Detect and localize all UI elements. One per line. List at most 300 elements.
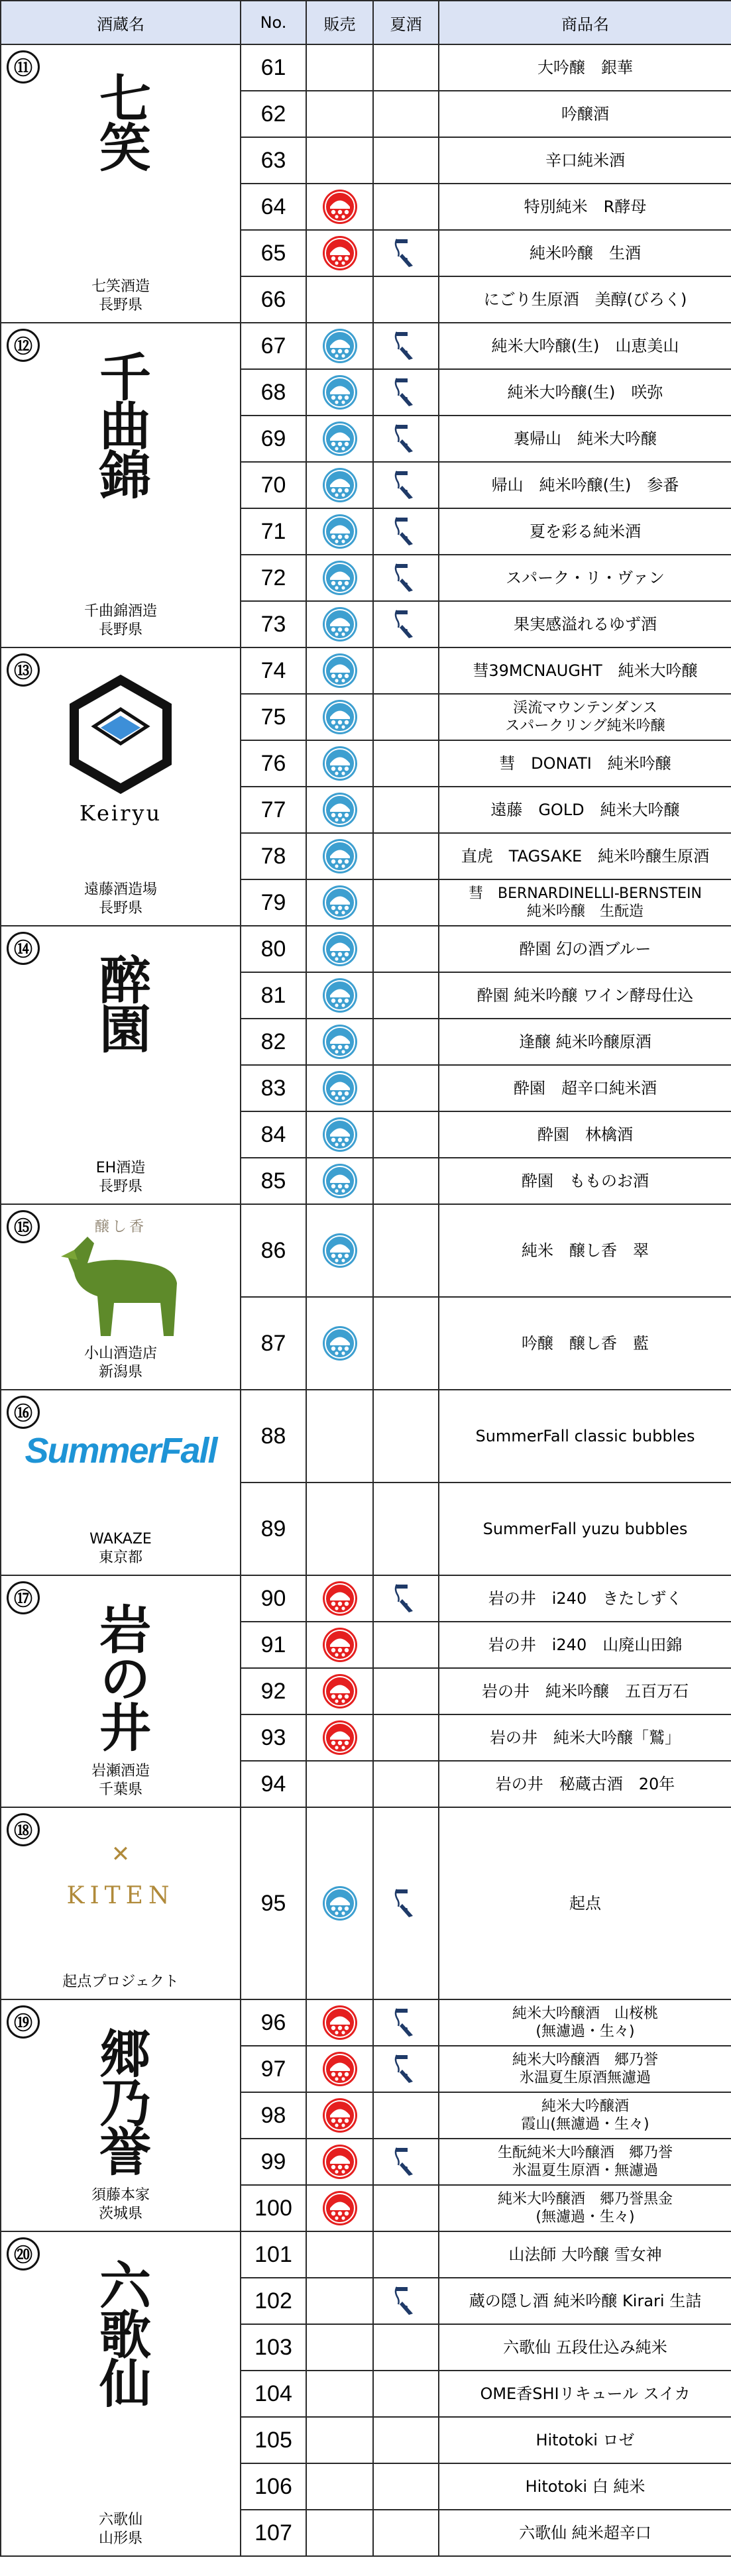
sales-badge-blue-icon <box>322 838 358 874</box>
item-number: 96 <box>241 1999 306 2046</box>
summer-cell <box>373 1668 439 1714</box>
sales-cell <box>306 1807 373 1999</box>
product-name: 彗 BERNARDINELLI-BERNSTEIN 純米吟醸 生酛造 <box>439 879 731 926</box>
brewery-number-badge: ⑮ <box>7 1210 40 1243</box>
item-number: 78 <box>241 833 306 879</box>
sales-cell <box>306 1483 373 1575</box>
wind-chime-icon <box>393 561 420 594</box>
sales-badge-red-icon <box>322 2051 358 2087</box>
item-number: 101 <box>241 2231 306 2278</box>
sales-cell <box>306 740 373 787</box>
sales-cell <box>306 601 373 647</box>
summer-cell <box>373 184 439 230</box>
sales-cell <box>306 972 373 1019</box>
item-number: 91 <box>241 1622 306 1668</box>
summer-cell <box>373 2139 439 2185</box>
summer-cell <box>373 2417 439 2463</box>
brewery-name: 起点プロジェクト <box>62 1974 179 1991</box>
sales-cell <box>306 1111 373 1158</box>
summer-cell <box>373 787 439 833</box>
sales-cell <box>306 2278 373 2324</box>
brewery-name-block <box>1 881 240 919</box>
sales-badge-red-icon <box>322 2144 358 2180</box>
sales-cell <box>306 462 373 508</box>
sales-badge-blue-icon <box>322 699 358 735</box>
sales-cell <box>306 508 373 555</box>
sales-cell <box>306 787 373 833</box>
sales-cell <box>306 1622 373 1668</box>
header-product: 商品名 <box>439 1 731 44</box>
sales-badge-blue-icon <box>322 978 358 1013</box>
product-name: 岩の井 秘蔵古酒 20年 <box>439 1761 731 1807</box>
sales-cell <box>306 2185 373 2231</box>
table-row <box>1 1999 731 2046</box>
sales-cell <box>306 2139 373 2185</box>
sales-badge-blue-icon <box>322 514 358 549</box>
summer-cell <box>373 2231 439 2278</box>
brewery-logo-text: SummerFall <box>25 1431 217 1471</box>
brewery-cell <box>1 647 241 926</box>
sales-cell <box>306 1668 373 1714</box>
item-number: 70 <box>241 462 306 508</box>
brewery-name-block <box>1 1345 240 1382</box>
summer-cell <box>373 601 439 647</box>
brewery-prefecture: 長野県 <box>98 297 142 314</box>
item-number: 90 <box>241 1575 306 1622</box>
product-name: 彗39MCNAUGHT 純米大吟醸 <box>439 647 731 694</box>
sales-badge-blue-icon <box>322 1325 358 1361</box>
product-name: 酔園 もものお酒 <box>439 1158 731 1204</box>
brewery-prefecture: 茨城県 <box>98 2206 142 2223</box>
header-brewery: 酒蔵名 <box>1 1 241 44</box>
sales-cell <box>306 1999 373 2046</box>
sales-badge-blue-icon <box>322 653 358 689</box>
brewery-name-block <box>1 278 240 315</box>
brewery-logo <box>1 1210 240 1343</box>
summer-cell <box>373 323 439 369</box>
sales-cell <box>306 2046 373 2092</box>
table-row <box>1 1204 731 1297</box>
brewery-logo-text: 千曲錦 <box>91 350 151 497</box>
sales-cell <box>306 2231 373 2278</box>
brewery-prefecture: 東京都 <box>98 1549 142 1567</box>
product-name: 辛口純米酒 <box>439 137 731 184</box>
sales-badge-blue-icon <box>322 931 358 967</box>
sales-badge-blue-icon <box>322 1885 358 1921</box>
sales-badge-blue-icon <box>322 1117 358 1152</box>
summer-cell <box>373 2324 439 2371</box>
wind-chime-icon <box>393 237 420 270</box>
sales-badge-blue-icon <box>322 467 358 503</box>
brewery-logo-text: KITEN <box>66 1882 175 1909</box>
product-name: 純米 醸し香 翠 <box>439 1204 731 1297</box>
wind-chime-icon <box>393 2284 420 2318</box>
item-number: 61 <box>241 44 306 91</box>
sales-cell <box>306 1390 373 1483</box>
summer-cell <box>373 2046 439 2092</box>
sales-cell <box>306 555 373 601</box>
wind-chime-icon <box>393 329 420 363</box>
sales-cell <box>306 369 373 416</box>
summer-cell <box>373 972 439 1019</box>
item-number: 84 <box>241 1111 306 1158</box>
brewery-name: 六歌仙 <box>98 2511 142 2528</box>
header-no: No. <box>241 1 306 44</box>
product-name: 酔園 幻の酒ブルー <box>439 926 731 972</box>
product-name: 酔園 純米吟醸 ワイン酵母仕込 <box>439 972 731 1019</box>
product-name: 岩の井 i240 山廃山田錦 <box>439 1622 731 1668</box>
brewery-name-block <box>1 2511 240 2549</box>
item-number: 98 <box>241 2092 306 2139</box>
header-sales: 販売 <box>306 1 373 44</box>
sales-cell <box>306 137 373 184</box>
item-number: 95 <box>241 1807 306 1999</box>
brewery-logo <box>1 72 240 170</box>
table-row <box>1 323 731 369</box>
brewery-number-badge: ⑱ <box>7 1813 40 1846</box>
brewery-cell <box>1 1999 241 2231</box>
item-number: 81 <box>241 972 306 1019</box>
summer-cell <box>373 2092 439 2139</box>
brewery-name-block <box>1 1762 240 1800</box>
sales-badge-red-icon <box>322 2098 358 2133</box>
product-name: 岩の井 純米大吟醸「鷲」 <box>439 1714 731 1761</box>
item-number: 76 <box>241 740 306 787</box>
sales-cell <box>306 276 373 323</box>
brewery-cell <box>1 323 241 647</box>
item-number: 94 <box>241 1761 306 1807</box>
summer-cell <box>373 879 439 926</box>
brewery-logo <box>1 675 240 826</box>
summer-cell <box>373 1019 439 1065</box>
brewery-cell <box>1 926 241 1204</box>
brewery-cell <box>1 1575 241 1807</box>
brewery-logo <box>1 1602 240 1750</box>
wind-chime-icon <box>393 608 420 641</box>
brewery-name: 遠藤酒造場 <box>84 881 157 898</box>
item-number: 83 <box>241 1065 306 1111</box>
product-name: SummerFall yuzu bubbles <box>439 1483 731 1575</box>
sales-cell <box>306 230 373 276</box>
sales-cell <box>306 2510 373 2556</box>
brewery-logo-text: 郷乃誉 <box>91 2027 151 2174</box>
item-number: 105 <box>241 2417 306 2463</box>
brewery-number-badge: ⑰ <box>7 1581 40 1614</box>
item-number: 80 <box>241 926 306 972</box>
product-name: 六歌仙 純米超辛口 <box>439 2510 731 2556</box>
product-name: 純米大吟醸(生) 山恵美山 <box>439 323 731 369</box>
sales-badge-blue-icon <box>322 885 358 921</box>
product-name: 夏を彩る純米酒 <box>439 508 731 555</box>
item-number: 100 <box>241 2185 306 2231</box>
product-name: 裏帰山 純米大吟醸 <box>439 416 731 462</box>
product-name: 特別純米 R酵母 <box>439 184 731 230</box>
item-number: 99 <box>241 2139 306 2185</box>
brewery-number-badge: ⑬ <box>7 653 40 687</box>
product-name: 彗 DONATI 純米吟醸 <box>439 740 731 787</box>
item-number: 92 <box>241 1668 306 1714</box>
product-name: 純米大吟醸酒 郷乃誉黒金 (無濾過・生々) <box>439 2185 731 2231</box>
brewery-prefecture: 千葉県 <box>98 1781 142 1799</box>
item-number: 87 <box>241 1297 306 1390</box>
product-name: 果実感溢れるゆず酒 <box>439 601 731 647</box>
item-number: 65 <box>241 230 306 276</box>
brewery-name-block <box>1 1973 240 1992</box>
brewery-logo <box>1 1430 240 1471</box>
brewery-name: EH酒造 <box>95 1159 146 1176</box>
brewery-name-block <box>1 1159 240 1197</box>
brewery-prefecture: 山形県 <box>98 2530 142 2548</box>
sales-badge-blue-icon <box>322 1233 358 1268</box>
sales-badge-blue-icon <box>322 1024 358 1060</box>
sales-cell <box>306 647 373 694</box>
sales-cell <box>306 926 373 972</box>
summer-cell <box>373 416 439 462</box>
product-name: Hitotoki ロゼ <box>439 2417 731 2463</box>
product-name: 純米大吟醸酒 郷乃誉 氷温夏生原酒無濾過 <box>439 2046 731 2092</box>
table-row <box>1 926 731 972</box>
item-number: 72 <box>241 555 306 601</box>
header-summer: 夏酒 <box>373 1 439 44</box>
item-number: 82 <box>241 1019 306 1065</box>
product-name: 直虎 TAGSAKE 純米吟醸生原酒 <box>439 833 731 879</box>
sales-badge-red-icon <box>322 189 358 225</box>
summer-cell <box>373 1714 439 1761</box>
header-row <box>1 1 731 44</box>
product-name: スパーク・リ・ヴァン <box>439 555 731 601</box>
sales-badge-blue-icon <box>322 746 358 781</box>
brewery-logo-text: Keiryu <box>79 801 162 826</box>
table-row <box>1 44 731 91</box>
item-number: 66 <box>241 276 306 323</box>
summer-cell <box>373 740 439 787</box>
summer-cell <box>373 1999 439 2046</box>
brewery-logo-text: 六歌仙 <box>91 2259 151 2406</box>
item-number: 75 <box>241 694 306 740</box>
sales-badge-red-icon <box>322 1581 358 1616</box>
sales-cell <box>306 2417 373 2463</box>
sales-badge-blue-icon <box>322 328 358 364</box>
sales-badge-blue-icon <box>322 1163 358 1199</box>
summer-cell <box>373 1111 439 1158</box>
sales-badge-red-icon <box>322 2005 358 2041</box>
wind-chime-icon <box>393 1582 420 1615</box>
summer-cell <box>373 1158 439 1204</box>
product-name: 酔園 超辛口純米酒 <box>439 1065 731 1111</box>
brewery-name: WAKAZE <box>89 1530 152 1547</box>
product-name: 蔵の隠し酒 純米吟醸 Kirari 生詰 <box>439 2278 731 2324</box>
sales-badge-red-icon <box>322 235 358 271</box>
sales-cell <box>306 323 373 369</box>
item-number: 86 <box>241 1204 306 1297</box>
brewery-cell <box>1 44 241 323</box>
product-name: 純米大吟醸酒 山桜桃 (無濾過・生々) <box>439 1999 731 2046</box>
wind-chime-icon <box>393 515 420 548</box>
summer-cell <box>373 2510 439 2556</box>
summer-cell <box>373 1297 439 1390</box>
summer-cell <box>373 1575 439 1622</box>
kiten-mark-icon: ✕ <box>111 1841 131 1868</box>
summer-cell <box>373 230 439 276</box>
product-name: 逢醸 純米吟醸原酒 <box>439 1019 731 1065</box>
wind-chime-icon <box>393 1887 420 1920</box>
item-number: 88 <box>241 1390 306 1483</box>
item-number: 69 <box>241 416 306 462</box>
sales-cell <box>306 2324 373 2371</box>
product-name: Hitotoki 白 純米 <box>439 2463 731 2510</box>
item-number: 97 <box>241 2046 306 2092</box>
brewery-logo <box>1 350 240 497</box>
summer-cell <box>373 2185 439 2231</box>
brewery-logo-text: 醉園 <box>91 953 151 1051</box>
brewery-name-block <box>1 1530 240 1568</box>
keiryu-hexagon-icon <box>64 675 177 794</box>
sales-cell <box>306 184 373 230</box>
brewery-logo <box>1 953 240 1051</box>
brewery-cell <box>1 1807 241 1999</box>
product-name: 遠藤 GOLD 純米大吟醸 <box>439 787 731 833</box>
sales-cell <box>306 2092 373 2139</box>
product-name: 岩の井 純米吟醸 五百万石 <box>439 1668 731 1714</box>
wind-chime-icon <box>393 2006 420 2039</box>
brewery-number-badge: ⑳ <box>7 2237 40 2270</box>
summer-cell <box>373 1807 439 1999</box>
sales-cell <box>306 44 373 91</box>
brewery-number-badge: ⑫ <box>7 329 40 362</box>
wind-chime-icon <box>393 422 420 455</box>
summer-cell <box>373 1761 439 1807</box>
product-name: 純米大吟醸(生) 咲弥 <box>439 369 731 416</box>
sales-badge-blue-icon <box>322 421 358 457</box>
brewery-name: 須藤本家 <box>91 2186 150 2204</box>
brewery-prefecture: 新潟県 <box>98 1364 142 1381</box>
summer-cell <box>373 2371 439 2417</box>
item-number: 89 <box>241 1483 306 1575</box>
brewery-logo <box>1 2259 240 2406</box>
brewery-logo <box>1 2027 240 2174</box>
product-name: 生酛純米大吟醸酒 郷乃誉 氷温夏生原酒・無濾過 <box>439 2139 731 2185</box>
summer-cell <box>373 369 439 416</box>
sales-cell <box>306 1065 373 1111</box>
table-row <box>1 647 731 694</box>
product-name: 山法師 大吟醸 雪女神 <box>439 2231 731 2278</box>
wind-chime-icon <box>393 469 420 502</box>
wind-chime-icon <box>393 2052 420 2086</box>
summer-cell <box>373 694 439 740</box>
summer-cell <box>373 462 439 508</box>
summer-cell <box>373 1204 439 1297</box>
sales-cell <box>306 879 373 926</box>
product-name: SummerFall classic bubbles <box>439 1390 731 1483</box>
brewery-number-badge: ⑯ <box>7 1396 40 1429</box>
item-number: 77 <box>241 787 306 833</box>
brewery-cell <box>1 1390 241 1575</box>
summer-cell <box>373 2463 439 2510</box>
sales-cell <box>306 1019 373 1065</box>
item-number: 62 <box>241 91 306 137</box>
item-number: 63 <box>241 137 306 184</box>
product-name: にごり生原酒 美醇(びろく) <box>439 276 731 323</box>
brewery-logo-text: 醸し香 <box>94 1219 146 1235</box>
sales-cell <box>306 1575 373 1622</box>
brewery-number-badge: ⑪ <box>7 50 40 84</box>
brewery-logo <box>1 1841 240 1909</box>
item-number: 104 <box>241 2371 306 2417</box>
product-name: OME香SHIリキュール スイカ <box>439 2371 731 2417</box>
brewery-name: 岩瀬酒造 <box>91 1762 150 1779</box>
item-number: 64 <box>241 184 306 230</box>
summer-cell <box>373 833 439 879</box>
item-number: 106 <box>241 2463 306 2510</box>
table-row <box>1 1390 731 1483</box>
brewery-name: 千曲錦酒造 <box>84 602 157 620</box>
summer-cell <box>373 555 439 601</box>
sales-cell <box>306 1297 373 1390</box>
brewery-name-block <box>1 602 240 640</box>
item-number: 67 <box>241 323 306 369</box>
sales-badge-red-icon <box>322 1673 358 1709</box>
summer-cell <box>373 647 439 694</box>
product-name: 六歌仙 五段仕込み純米 <box>439 2324 731 2371</box>
item-number: 68 <box>241 369 306 416</box>
product-name: 純米吟醸 生酒 <box>439 230 731 276</box>
summer-cell <box>373 276 439 323</box>
sales-badge-red-icon <box>322 1720 358 1756</box>
item-number: 73 <box>241 601 306 647</box>
product-name: 岩の井 i240 きたしずく <box>439 1575 731 1622</box>
sales-cell <box>306 91 373 137</box>
sales-cell <box>306 2371 373 2417</box>
summer-cell <box>373 508 439 555</box>
product-name: 帰山 純米吟醸(生) 参番 <box>439 462 731 508</box>
summer-cell <box>373 926 439 972</box>
summer-cell <box>373 91 439 137</box>
product-name: 起点 <box>439 1807 731 1999</box>
brewery-logo-text: 七笑 <box>91 72 151 170</box>
table-row <box>1 1807 731 1999</box>
table-row <box>1 2231 731 2278</box>
product-name: 純米大吟醸酒 霞山(無濾過・生々) <box>439 2092 731 2139</box>
item-number: 85 <box>241 1158 306 1204</box>
brewery-number-badge: ⑲ <box>7 2005 40 2039</box>
item-number: 79 <box>241 879 306 926</box>
brewery-number-badge: ⑭ <box>7 932 40 965</box>
summer-cell <box>373 137 439 184</box>
summer-cell <box>373 1483 439 1575</box>
brewery-cell <box>1 1204 241 1390</box>
sales-cell <box>306 1761 373 1807</box>
sales-badge-blue-icon <box>322 606 358 642</box>
table-row <box>1 1575 731 1622</box>
item-number: 103 <box>241 2324 306 2371</box>
brewery-name: 七笑酒造 <box>91 278 150 295</box>
sales-cell <box>306 833 373 879</box>
brewery-prefecture: 長野県 <box>98 900 142 917</box>
product-name: 吟醸 醸し香 藍 <box>439 1297 731 1390</box>
product-name: 酔園 林檎酒 <box>439 1111 731 1158</box>
summer-cell <box>373 1065 439 1111</box>
sales-cell <box>306 1204 373 1297</box>
product-name: 大吟醸 銀華 <box>439 44 731 91</box>
brewery-name: 小山酒造店 <box>84 1345 157 1362</box>
sales-badge-red-icon <box>322 2190 358 2226</box>
sales-badge-blue-icon <box>322 560 358 596</box>
brewery-cell <box>1 2231 241 2556</box>
brewery-prefecture: 長野県 <box>98 1178 142 1196</box>
sales-cell <box>306 694 373 740</box>
sales-cell <box>306 416 373 462</box>
brewery-logo-text: 岩の井 <box>91 1602 151 1750</box>
